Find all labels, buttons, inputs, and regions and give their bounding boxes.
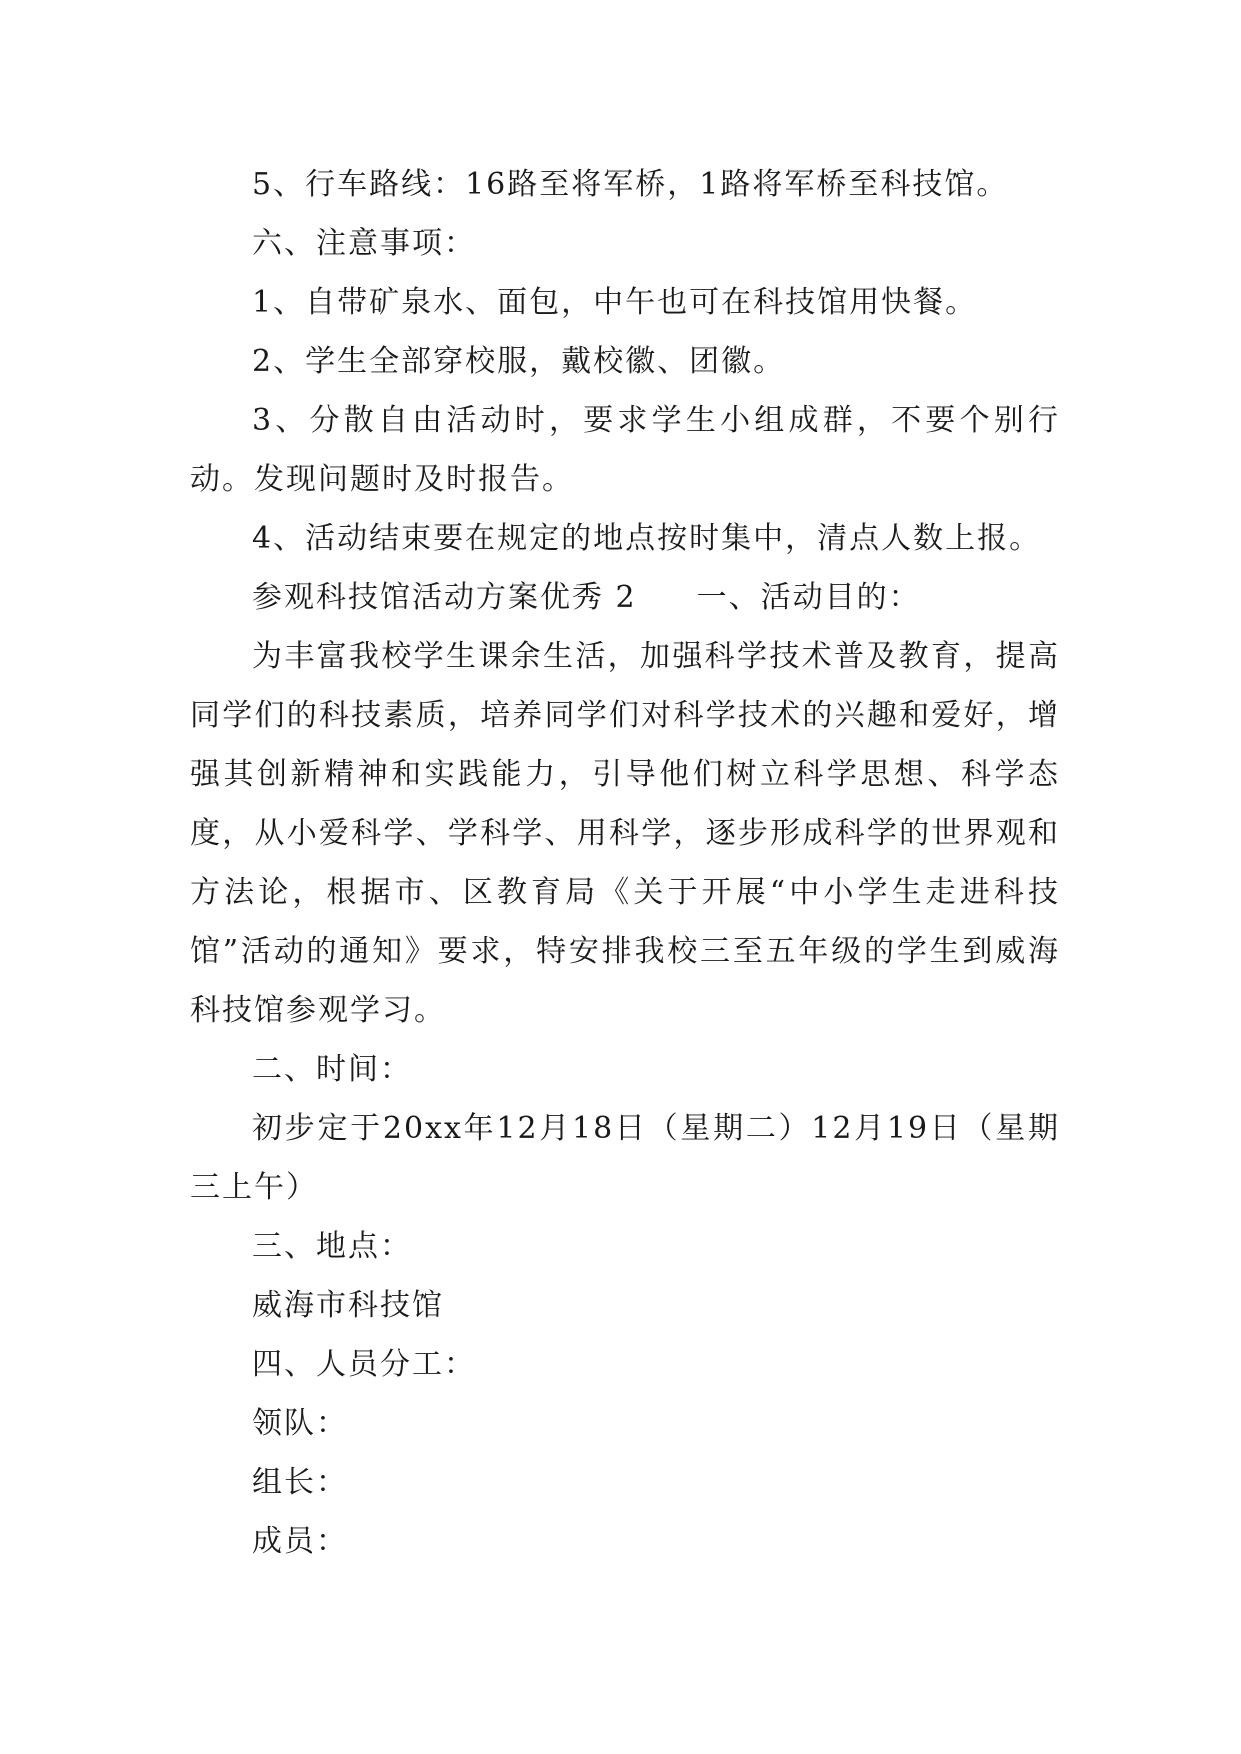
document-body: [190, 155, 1060, 1571]
heading-notes: 六、注意事项：: [252, 226, 476, 261]
field-members: 成员：: [252, 1524, 348, 1559]
paragraph-time: 初步定于20xx年12月18日（星期二）12月19日（星期三上午）: [190, 1111, 1060, 1205]
paragraph-purpose: 为丰富我校学生课余生活，加强科学技术普及教育，提高同学们的科技素质，培养同学们对科学技术的兴趣和爱好，增强其创新精神和实践能力，引导他们树立科学思想、科学态度，从小爱科学、学科学、用科学，逐步形成科学的世界观和方法论，根据市、区教育局《关于开展“中小学生走进科技馆”活动的通知》要求，特安排我校三至五年级的学生到威海科技馆参观学习。: [190, 639, 1060, 1028]
section-title: 参观科技馆活动方案优秀 2: [252, 580, 637, 615]
field-leader: 领队：: [252, 1406, 348, 1441]
heading-time: 二、时间：: [252, 1052, 412, 1087]
field-group-leader: 组长：: [252, 1465, 348, 1500]
section-heading-purpose: 一、活动目的：: [696, 580, 921, 615]
heading-staffing: 四、人员分工：: [252, 1347, 476, 1382]
paragraph-note-4: 4、活动结束要在规定的地点按时集中，清点人数上报。: [252, 521, 1042, 556]
paragraph-route: 5、行车路线：16路至将军桥，1路将军桥至科技馆。: [252, 167, 1009, 202]
heading-location: 三、地点：: [252, 1229, 412, 1264]
paragraph-location: 威海市科技馆: [252, 1288, 444, 1323]
paragraph-note-3: 3、分散自由活动时，要求学生小组成群，不要个别行动。发现问题时及时报告。: [190, 403, 1060, 497]
section-title-line: [190, 568, 1060, 627]
paragraph-note-1: 1、自带矿泉水、面包，中午也可在科技馆用快餐。: [252, 285, 978, 320]
paragraph-note-2: 2、学生全部穿校服，戴校徽、团徽。: [252, 344, 786, 379]
